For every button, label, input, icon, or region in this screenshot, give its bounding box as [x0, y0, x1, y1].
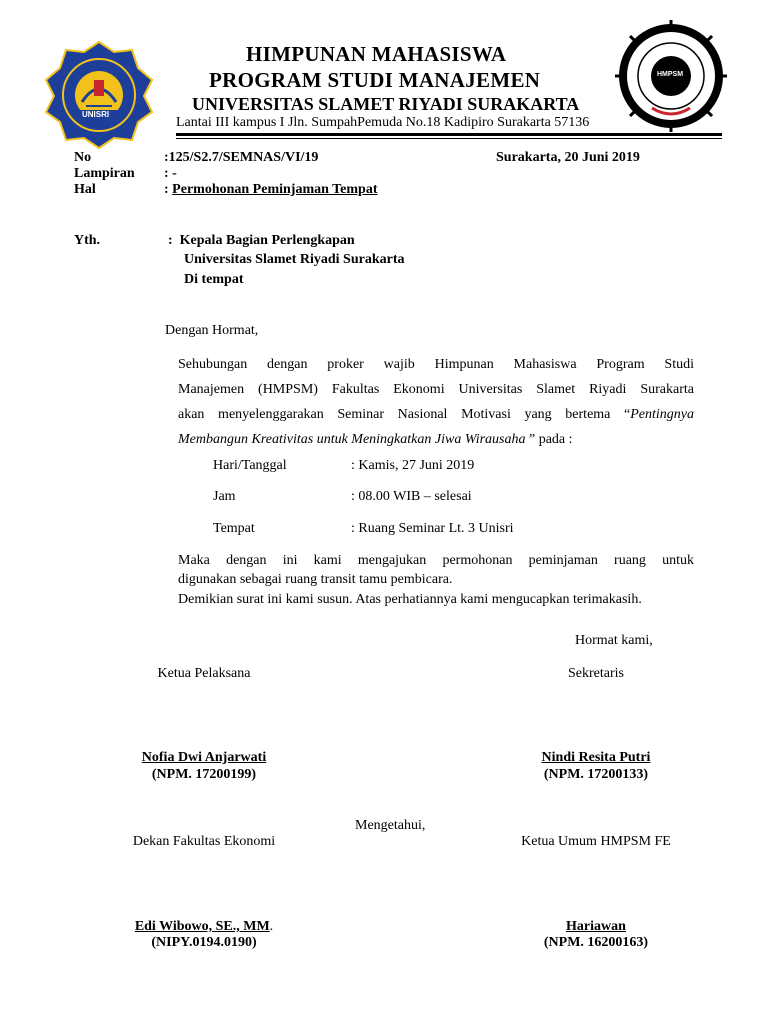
sig-chair-name: Hariawan	[566, 919, 626, 934]
sig-dean-name-row	[104, 919, 304, 935]
paragraph2-line1: Maka dengan ini kami mengajukan permohonan peminjaman ruang untuk	[178, 553, 694, 568]
detail-label-time: Jam	[213, 489, 236, 504]
header-line3: UNIVERSITAS SLAMET RIYADI SURAKARTA	[192, 94, 580, 114]
header-rule-thick	[176, 133, 722, 136]
unisri-logo	[44, 40, 154, 150]
mengetahui: Mengetahui,	[355, 818, 426, 833]
no-label: No	[74, 150, 92, 165]
sig-left-role: Ketua Pelaksana	[157, 666, 251, 681]
detail-label-day: Hari/Tanggal	[213, 458, 287, 473]
header-address: Lantai III kampus I Jln. SumpahPemuda No.18 Kadipiro Surakarta 57136	[176, 115, 590, 130]
letter-date: Surakarta, 20 Juni 2019	[496, 150, 640, 165]
sig-dean-name: Edi Wibowo, SE., MM	[134, 919, 270, 934]
recipient-line2: Universitas Slamet Riyadi Surakarta	[184, 252, 405, 267]
paragraph2-line2: digunakan sebagai ruang transit tamu pembicara.	[178, 572, 453, 587]
closing: Hormat kami,	[575, 633, 653, 648]
hal-value: Permohonan Peminjaman Tempat	[172, 182, 378, 197]
sig-right-name: Nindi Resita Putri	[541, 750, 651, 765]
lampiran-value: : -	[164, 166, 177, 181]
no-value: :125/S2.7/SEMNAS/VI/19	[164, 150, 319, 165]
sig-dean-role: Dekan Fakultas Ekonomi	[132, 834, 276, 849]
sig-right-id: (NPM. 17200133)	[543, 767, 649, 782]
sig-left-id: (NPM. 17200199)	[151, 767, 257, 782]
sig-chair-role: Ketua Umum HMPSM FE	[521, 834, 671, 849]
detail-value-time: : 08.00 WIB – selesai	[351, 489, 472, 504]
greeting: Dengan Hormat,	[165, 323, 259, 338]
paragraph1-line4	[178, 432, 573, 448]
detail-label-place: Tempat	[213, 521, 255, 536]
paragraph1-line3-text: akan menyelenggarakan Seminar Nasional Motivasi yang bertema “	[178, 407, 631, 422]
header-rule-thin	[176, 138, 722, 139]
sig-dean-dot: .	[269, 919, 274, 934]
hal-colon: :	[164, 182, 173, 197]
hal-row	[164, 182, 378, 198]
paragraph3: Demikian surat ini kami susun. Atas perhatiannya kami mengucapkan terimakasih.	[178, 592, 642, 607]
recipient-line1: : Kepala Bagian Perlengkapan	[168, 233, 355, 248]
sig-right-role: Sekretaris	[568, 666, 624, 681]
lampiran-label: Lampiran	[74, 166, 135, 181]
paragraph1-line1: Sehubungan dengan proker wajib Himpunan Mahasiswa Program Studi	[178, 357, 694, 372]
detail-value-day: : Kamis, 27 Juni 2019	[351, 458, 475, 473]
hal-label: Hal	[74, 182, 96, 197]
hmpsm-logo-center: HMPSM	[657, 71, 684, 78]
theme-part2: Membangun Kreativitas untuk Meningkatkan Jiwa Wirausaha	[178, 432, 526, 447]
theme-part1: Pentingnya	[630, 407, 694, 422]
recipient-line3: Di tempat	[184, 272, 244, 287]
recipient-label: Yth.	[74, 233, 101, 248]
hmpsm-logo	[612, 20, 730, 132]
sig-dean-id: (NIPY.0194.0190)	[151, 935, 257, 950]
header-line1: HIMPUNAN MAHASISWA	[246, 42, 507, 66]
sig-chair-id: (NPM. 16200163)	[543, 935, 649, 950]
unisri-logo-name: UNISRI	[82, 110, 110, 119]
detail-value-place: : Ruang Seminar Lt. 3 Unisri	[351, 521, 514, 536]
paragraph1-line3	[178, 407, 694, 423]
paragraph1-line2: Manajemen (HMPSM) Fakultas Ekonomi Universitas Slamet Riyadi Surakarta	[178, 382, 694, 397]
header-line2: PROGRAM STUDI MANAJEMEN	[209, 68, 541, 92]
sig-left-name: Nofia Dwi Anjarwati	[141, 750, 267, 765]
paragraph1-line4-tail: ” pada :	[525, 432, 573, 447]
